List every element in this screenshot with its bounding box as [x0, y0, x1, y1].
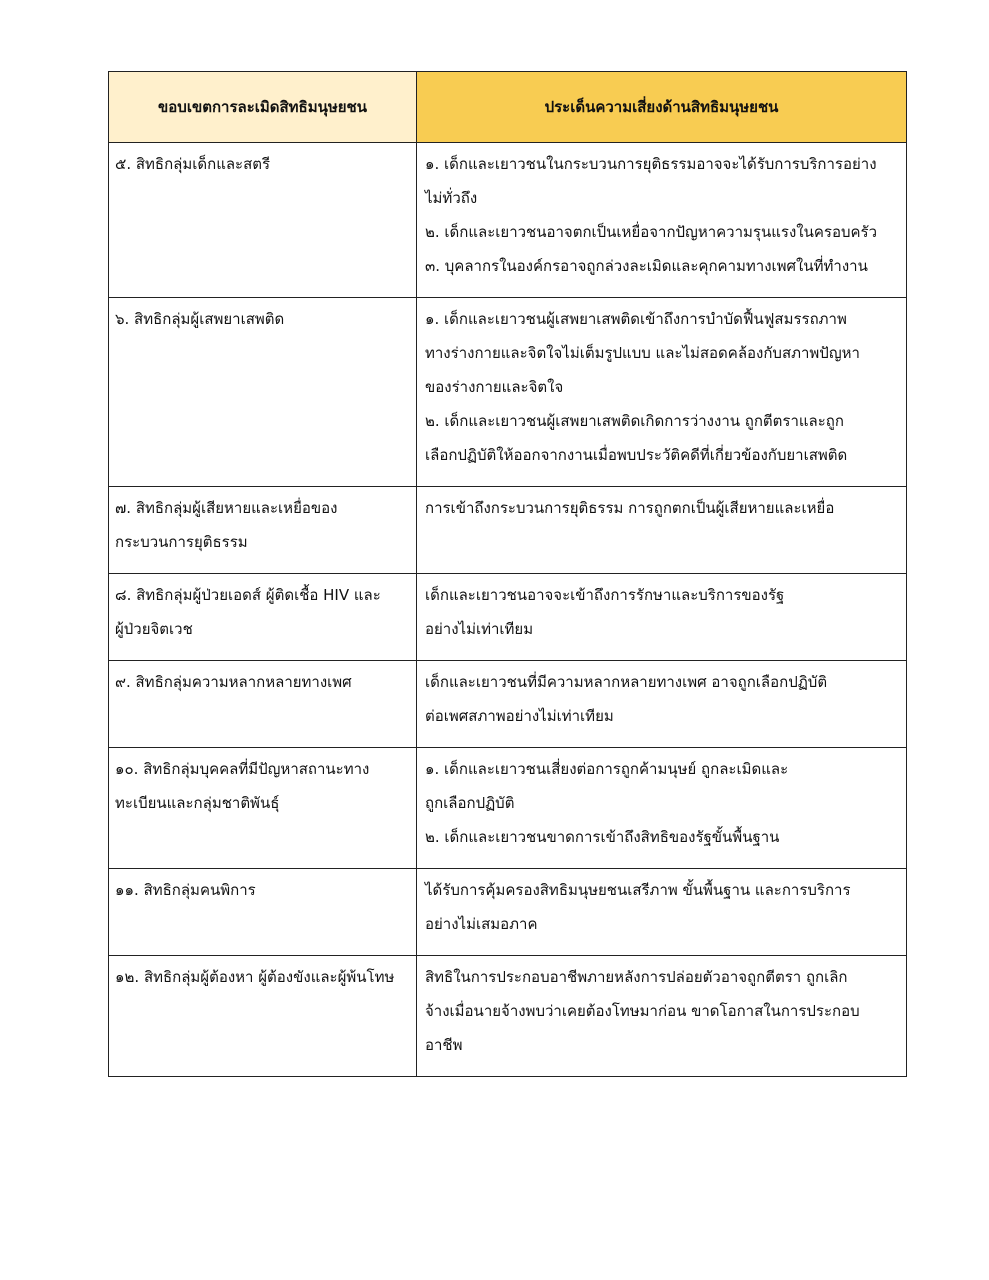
risk-text-line: ทางร่างกายและจิตใจไม่เต็มรูปแบบ และไม่สอดคล้องกับสภาพปัญหา [425, 344, 860, 362]
table-row [109, 661, 907, 748]
scope-cell [109, 574, 417, 661]
scope-cell [109, 956, 417, 1077]
scope-cell [109, 487, 417, 574]
table-row [109, 143, 907, 298]
risk-text-line: อย่างไม่เสมอภาค [425, 915, 538, 933]
scope-text-line: ๑๒. สิทธิกลุ่มผู้ต้องหา ผู้ต้องขังและผู้พ้นโทษ [115, 968, 395, 986]
risk-text-line: อย่างไม่เท่าเทียม [425, 620, 534, 638]
table-row [109, 298, 907, 487]
risk-text-line: ๑. เด็กและเยาวชนเสี่ยงต่อการถูกค้ามนุษย์ ถูกละเมิดและ [425, 760, 789, 778]
risk-text-line: การเข้าถึงกระบวนการยุติธรรม การถูกตกเป็นผู้เสียหายและเหยื่อ [425, 499, 835, 517]
risk-text-line: ๓. บุคลากรในองค์กรอาจถูกล่วงละเมิดและคุกคามทางเพศในที่ทำงาน [425, 257, 868, 275]
table-row [109, 748, 907, 869]
scope-text-line: ๑๐. สิทธิกลุ่มบุคคลที่มีปัญหาสถานะทาง [115, 760, 370, 778]
risk-cell [417, 143, 907, 298]
risk-cell [417, 869, 907, 956]
scope-text-line: ๗. สิทธิกลุ่มผู้เสียหายและเหยื่อของ [115, 499, 338, 517]
header-risk: ประเด็นความเสี่ยงด้านสิทธิมนุษยชน [417, 72, 907, 143]
risk-text-line: ถูกเลือกปฏิบัติ [425, 794, 515, 812]
table-row [109, 574, 907, 661]
risk-text-line: อาชีพ [425, 1036, 463, 1054]
risk-text-line: ต่อเพศสภาพอย่างไม่เท่าเทียม [425, 707, 614, 725]
risk-text-line: ๒. เด็กและเยาวชนขาดการเข้าถึงสิทธิของรัฐขั้นพื้นฐาน [425, 828, 780, 846]
scope-text-line: ผู้ป่วยจิตเวช [115, 620, 193, 638]
scope-cell [109, 143, 417, 298]
risk-cell [417, 298, 907, 487]
scope-text-line: ๖. สิทธิกลุ่มผู้เสพยาเสพติด [115, 310, 285, 328]
risk-cell [417, 487, 907, 574]
scope-text-line: ๕. สิทธิกลุ่มเด็กและสตรี [115, 155, 271, 173]
risk-text-line: ๑. เด็กและเยาวชนในกระบวนการยุติธรรมอาจจะได้รับการบริการอย่าง [425, 155, 877, 173]
table-header [109, 72, 907, 143]
risk-cell [417, 748, 907, 869]
scope-cell [109, 748, 417, 869]
table-row [109, 487, 907, 574]
header-scope: ขอบเขตการละเมิดสิทธิมนุษยชน [109, 72, 417, 143]
risk-text-line: สิทธิในการประกอบอาชีพภายหลังการปล่อยตัวอาจถูกตีตรา ถูกเลิก [425, 968, 848, 986]
scope-text-line: ทะเบียนและกลุ่มชาติพันธุ์ [115, 794, 280, 812]
scope-text-line: ๙. สิทธิกลุ่มความหลากหลายทางเพศ [115, 673, 352, 691]
risk-text-line: ได้รับการคุ้มครองสิทธิมนุษยชนเสรีภาพ ขั้นพื้นฐาน และการบริการ [425, 881, 851, 899]
human-rights-risk-table [108, 71, 907, 1077]
scope-text-line: ๘. สิทธิกลุ่มผู้ป่วยเอดส์ ผู้ติดเชื้อ HIV และ [115, 586, 381, 604]
scope-text-line: กระบวนการยุติธรรม [115, 533, 248, 551]
risk-text-line: ๑. เด็กและเยาวชนผู้เสพยาเสพติดเข้าถึงการบำบัดฟื้นฟูสมรรถภาพ [425, 310, 847, 328]
table-row [109, 869, 907, 956]
risk-cell [417, 574, 907, 661]
risk-text-line: ของร่างกายและจิตใจ [425, 378, 564, 396]
risk-text-line: เด็กและเยาวชนที่มีความหลากหลายทางเพศ อาจถูกเลือกปฏิบัติ [425, 673, 828, 691]
risk-cell [417, 956, 907, 1077]
scope-cell [109, 661, 417, 748]
table-body [109, 143, 907, 1077]
risk-text-line: จ้างเมื่อนายจ้างพบว่าเคยต้องโทษมาก่อน ขาดโอกาสในการประกอบ [425, 1002, 860, 1020]
risk-cell [417, 661, 907, 748]
header-row [109, 72, 907, 143]
risk-text-line: ๒. เด็กและเยาวชนผู้เสพยาเสพติดเกิดการว่างงาน ถูกตีตราและถูก [425, 412, 844, 430]
risk-text-line: ๒. เด็กและเยาวชนอาจตกเป็นเหยื่อจากปัญหาความรุนแรงในครอบครัว [425, 223, 877, 241]
risk-text-line: เด็กและเยาวชนอาจจะเข้าถึงการรักษาและบริการของรัฐ [425, 586, 785, 604]
risk-text-line: เลือกปฏิบัติให้ออกจากงานเมื่อพบประวัติคดีที่เกี่ยวข้องกับยาเสพติด [425, 446, 848, 464]
scope-text-line: ๑๑. สิทธิกลุ่มคนพิการ [115, 881, 256, 899]
scope-cell [109, 869, 417, 956]
scope-cell [109, 298, 417, 487]
risk-text-line: ไม่ทั่วถึง [425, 189, 478, 207]
table-row [109, 956, 907, 1077]
